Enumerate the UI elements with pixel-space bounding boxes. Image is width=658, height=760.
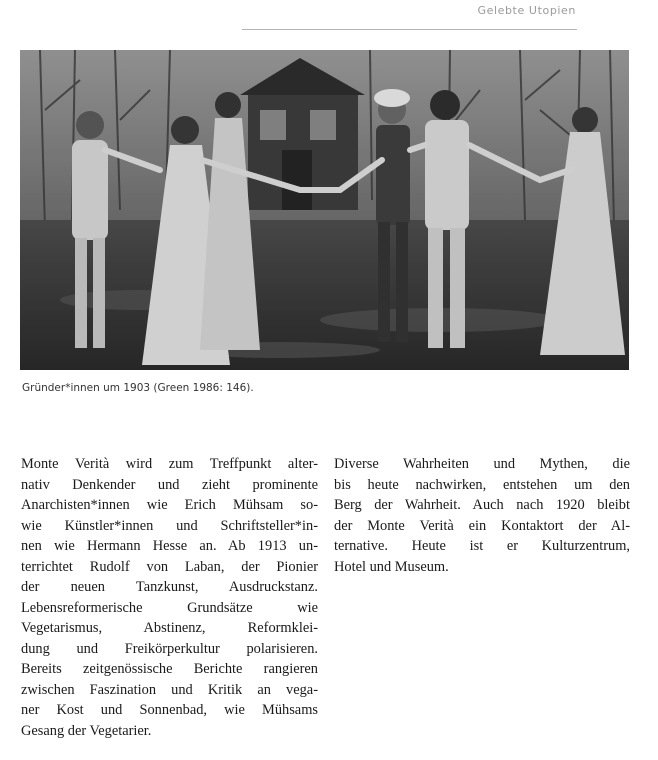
text-line: nen wie Hermann Hesse an. Ab 1913 un- <box>21 538 318 554</box>
text-line: nativ Denkender und zieht prominente <box>21 476 318 493</box>
text-line: Bereits zeitgenössische Berichte rangieren <box>21 661 318 677</box>
text-line: Diverse Wahrheiten und Mythen, die <box>334 456 630 472</box>
body-column-right <box>334 454 630 577</box>
text-line: dung und Freikörperkultur polarisieren. <box>21 640 318 657</box>
header-rule <box>242 29 577 30</box>
text-line: ner Kost und Sonnenbad, wie Mühsams <box>21 702 318 718</box>
text-line: Gesang der Vegetarier. <box>21 722 152 739</box>
historical-photo <box>20 50 629 370</box>
photo-illustration <box>20 50 629 370</box>
body-column-left <box>21 454 318 741</box>
text-line: Lebensreformerische Grundsätze wie <box>21 599 318 616</box>
text-line: Vegetarismus, Abstinenz, Reformklei- <box>21 620 318 636</box>
text-line: terrichtet Rudolf von Laban, der Pionier <box>21 558 318 575</box>
text-line: bis heute nachwirken, entstehen um den <box>334 476 630 493</box>
text-line: der neuen Tanzkunst, Ausdruckstanz. <box>21 579 318 595</box>
text-line: Anarchisten*innen wie Erich Mühsam so- <box>21 497 318 513</box>
text-line: Monte Verità wird zum Treffpunkt alter- <box>21 456 318 472</box>
running-head-title: Gelebte Utopien <box>477 4 576 17</box>
text-line: der Monte Verità ein Kontaktort der Al- <box>334 517 630 534</box>
text-line: wie Künstler*innen und Schriftsteller*in- <box>21 517 318 534</box>
text-line: Berg der Wahrheit. Auch nach 1920 bleibt <box>334 497 630 513</box>
text-line: zwischen Faszination und Kritik an vega- <box>21 681 318 698</box>
figure-caption: Gründer*innen um 1903 (Green 1986: 146). <box>22 382 254 394</box>
text-line: ternative. Heute ist er Kulturzentrum, <box>334 538 630 554</box>
text-line: Hotel und Museum. <box>334 558 449 575</box>
